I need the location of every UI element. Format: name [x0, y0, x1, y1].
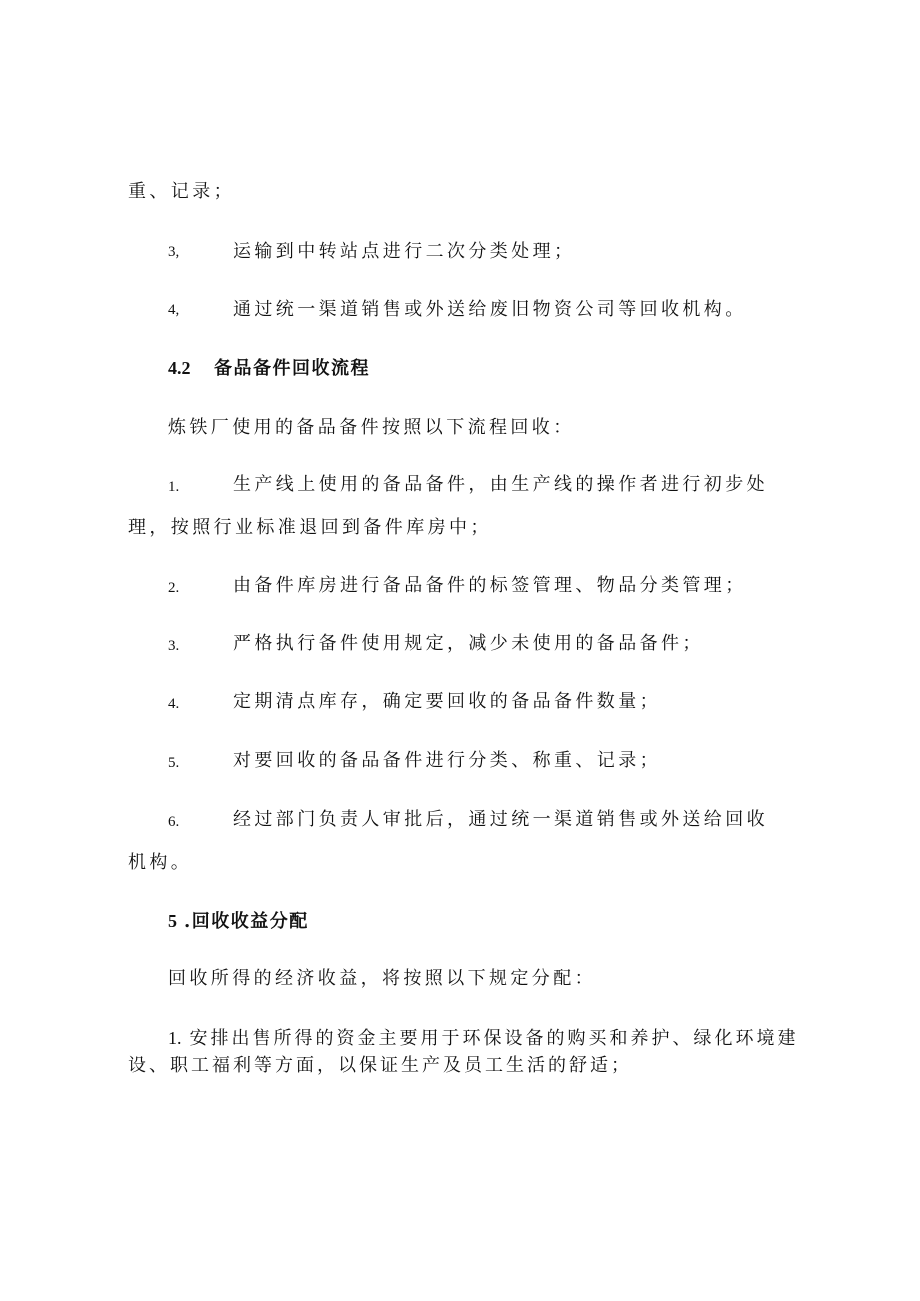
list-item-number: 1.: [168, 1028, 182, 1048]
list-item-text: [168, 1026, 799, 1051]
list-item-text: 由备件库房进行备品备件的标签管理、物品分类管理；: [233, 575, 747, 596]
list-item-continuation: 设、职工福利等方面，以保证生产及员工生活的舒适；: [128, 1055, 632, 1076]
section-title: 备品备件回收流程: [214, 358, 370, 379]
list-item-number: 2.: [168, 580, 180, 596]
list-item-number: 5.: [168, 755, 180, 771]
list-item-text: 生产线上使用的备品备件，由生产线的操作者进行初步处: [233, 474, 768, 495]
section-heading-5: [168, 909, 309, 934]
section-number: 5: [168, 911, 177, 931]
list-item-body: 安排出售所得的资金主要用于环保设备的购买和养护、绿化环境建: [189, 1028, 799, 1049]
section-intro: 回收所得的经济收益，将按照以下规定分配：: [168, 968, 596, 989]
section-intro: 炼铁厂使用的备品备件按照以下流程回收：: [168, 417, 575, 438]
list-item-number: 6.: [168, 814, 180, 830]
list-item-number: 3.: [168, 638, 180, 654]
list-item-text: 定期清点库存，确定要回收的备品备件数量；: [233, 691, 661, 712]
section-title: .回收收益分配: [184, 911, 309, 932]
continuation-line: 重、记录；: [128, 181, 235, 202]
list-item-text: 通过统一渠道销售或外送给废旧物资公司等回收机构。: [233, 299, 747, 320]
section-number: 4.2: [168, 358, 191, 378]
list-item-continuation: 机构。: [128, 852, 193, 873]
list-item-text: 严格执行备件使用规定，减少未使用的备品备件；: [233, 633, 704, 654]
list-item-text: 对要回收的备品备件进行分类、称重、记录；: [233, 750, 661, 771]
list-item-number: 4,: [168, 302, 180, 318]
list-item-number: 1.: [168, 479, 180, 495]
list-item-number: 3,: [168, 244, 180, 260]
section-heading-4-2: [168, 356, 370, 381]
list-item-continuation: 理，按照行业标准退回到备件库房中；: [128, 517, 492, 538]
list-item-text: 运输到中转站点进行二次分类处理；: [233, 241, 576, 262]
list-item-text: 经过部门负责人审批后，通过统一渠道销售或外送给回收: [233, 809, 768, 830]
list-item-number: 4.: [168, 696, 180, 712]
